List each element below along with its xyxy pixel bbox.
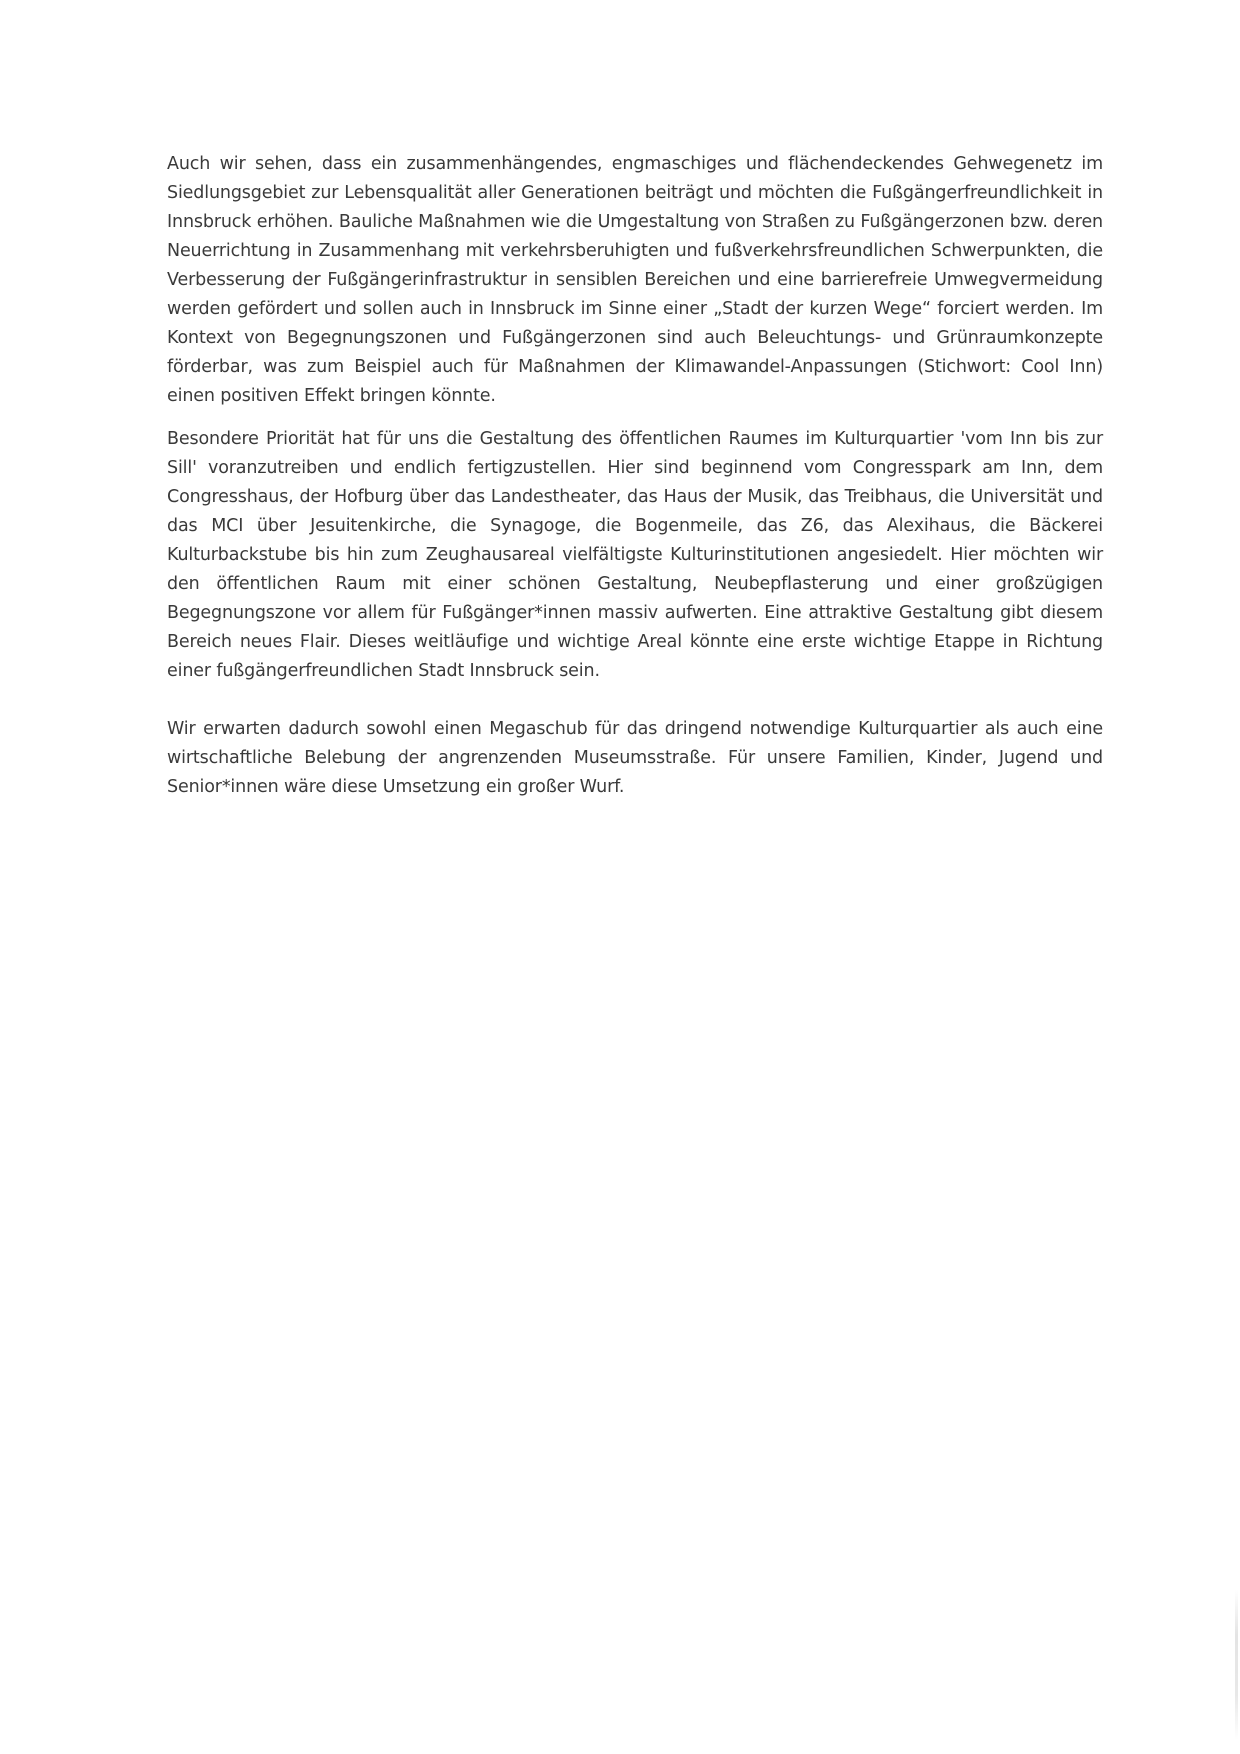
document-body <box>167 150 1103 802</box>
paragraph-1: Auch wir sehen, dass ein zusammenhängendes, engmaschiges und flächendeckendes Gehwegenetz im Siedlungsgebiet zur Lebensqualität aller Generationen beiträgt und möchten die Fußgängerfreundlichkeit in Innsbruck erhöhen. Bauliche Maßnahmen wie die Umgestaltung von Straßen zu Fußgängerzonen bzw. deren Neuerrichtung in Zusammenhang mit verkehrsberuhigten und fußverkehrsfreundlichen Schwerpunkten, die Verbesserung der Fußgängerinfrastruktur in sensiblen Bereichen und eine barrierefreie Umwegvermeidung werden gefördert und sollen auch in Innsbruck im Sinne einer „Stadt der kurzen Wege“ forciert werden. Im Kontext von Begegnungszonen und Fußgängerzonen sind auch Beleuchtungs- und Grünraumkonzepte förderbar, was zum Beispiel auch für Maßnahmen der Klimawandel-Anpassungen (Stichwort: Cool Inn) einen positiven Effekt bringen könnte. <box>167 154 1103 406</box>
paragraph-2: Besondere Priorität hat für uns die Gestaltung des öffentlichen Raumes im Kulturquartier 'vom Inn bis zur Sill' voranzutreiben und endlich fertigzustellen. Hier sind beginnend vom Congresspark am Inn, dem Congresshaus, der Hofburg über das Landestheater, das Haus der Musik, das Treibhaus, die Universität und das MCI über Jesuitenkirche, die Synagoge, die Bogenmeile, das Z6, das Alexihaus, die Bäckerei Kulturbackstube bis hin zum Zeughausareal vielfältigste Kulturinstitutionen angesiedelt. Hier möchten wir den öffentlichen Raum mit einer schönen Gestaltung, Neubepflasterung und einer großzügigen Begegnungszone vor allem für Fußgänger*innen massiv aufwerten. Eine attraktive Gestaltung gibt diesem Bereich neues Flair. Dieses weitläufige und wichtige Areal könnte eine erste wichtige Etappe in Richtung einer fußgängerfreundlichen Stadt Innsbruck sein. <box>167 429 1103 681</box>
paragraph-3: Wir erwarten dadurch sowohl einen Megaschub für das dringend notwendige Kulturquartier als auch eine wirtschaftliche Belebung der angrenzenden Museumsstraße. Für unsere Familien, Kinder, Jugend und Senior*innen wäre diese Umsetzung ein großer Wurf. <box>167 719 1103 797</box>
scan-edge-mark <box>1235 1590 1238 1740</box>
